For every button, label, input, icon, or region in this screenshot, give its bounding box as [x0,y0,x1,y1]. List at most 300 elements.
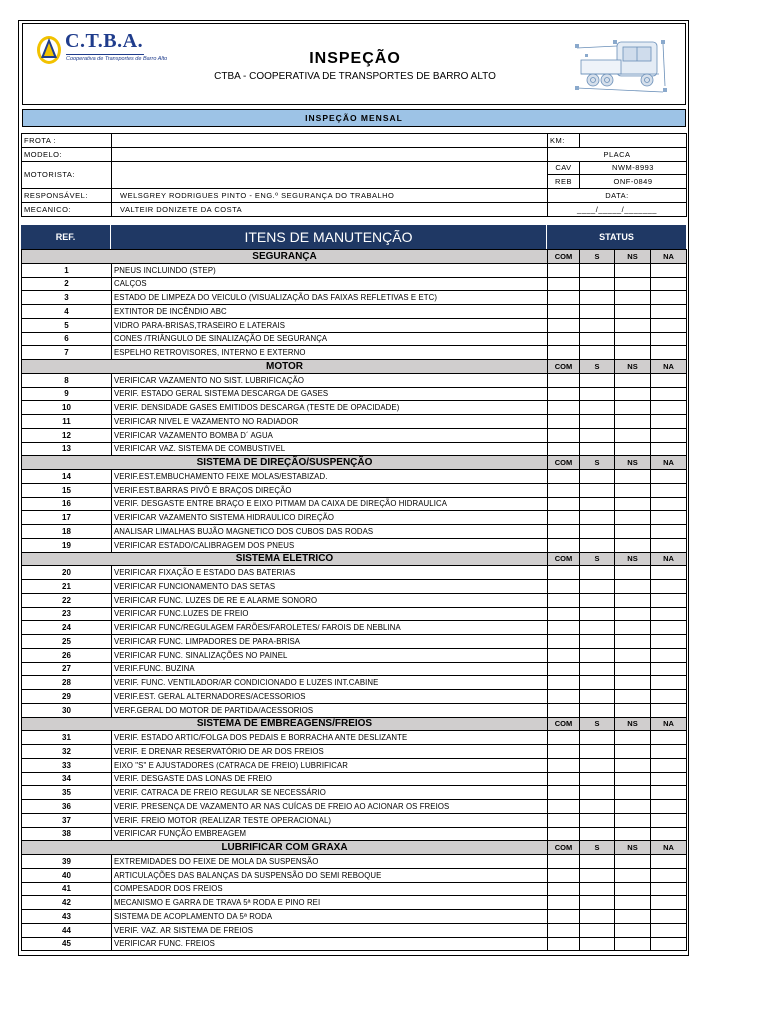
item-ref: 15 [22,483,112,497]
status-cell-ns[interactable] [615,786,651,800]
status-cell-ns[interactable] [615,882,651,896]
item-ref: 36 [22,800,112,814]
status-cell-na[interactable] [651,923,687,937]
status-cell-ns[interactable] [615,800,651,814]
status-cell-na[interactable] [651,318,687,332]
item-ref: 12 [22,428,112,442]
item-description: EXTINTOR DE INCÊNDIO ABC [112,305,548,319]
status-cell-com[interactable] [548,786,580,800]
status-cell-s[interactable] [580,910,615,924]
status-cell-ns[interactable] [615,758,651,772]
status-cell-com[interactable] [548,428,580,442]
table-row [22,635,687,649]
cav-label: CAV [548,161,580,175]
status-col-ns: NS [615,717,651,731]
item-ref: 28 [22,676,112,690]
item-ref: 6 [22,332,112,346]
status-cell-com[interactable] [548,525,580,539]
status-cell-s[interactable] [580,703,615,717]
status-cell-s[interactable] [580,305,615,319]
status-cell-na[interactable] [651,580,687,594]
item-description: VERIFICAR FIXAÇÃO E ESTADO DAS BATERIAS [112,566,548,580]
status-cell-na[interactable] [651,511,687,525]
status-cell-ns[interactable] [615,731,651,745]
status-cell-com[interactable] [548,607,580,621]
status-cell-ns[interactable] [615,401,651,415]
status-cell-com[interactable] [548,635,580,649]
item-ref: 3 [22,291,112,305]
item-ref: 22 [22,593,112,607]
status-col-com: COM [548,841,580,855]
item-ref: 41 [22,882,112,896]
status-cell-ns[interactable] [615,442,651,456]
status-cell-na[interactable] [651,291,687,305]
status-cell-s[interactable] [580,923,615,937]
status-column-header: STATUS [599,232,634,242]
status-cell-com[interactable] [548,827,580,841]
status-cell-com[interactable] [548,346,580,360]
item-ref: 20 [22,566,112,580]
status-cell-com[interactable] [548,263,580,277]
status-cell-s[interactable] [580,868,615,882]
status-cell-s[interactable] [580,621,615,635]
responsavel-value[interactable]: WELSGREY RODRIGUES PINTO - ENG.º SEGURANÇA DO TRABALHO [112,189,548,203]
status-cell-ns[interactable] [615,318,651,332]
status-cell-ns[interactable] [615,580,651,594]
status-cell-com[interactable] [548,648,580,662]
item-description: VERIFICAR FUNCIONAMENTO DAS SETAS [112,580,548,594]
status-cell-ns[interactable] [615,263,651,277]
table-row [22,827,687,841]
status-cell-com[interactable] [548,800,580,814]
status-cell-na[interactable] [651,690,687,704]
item-ref: 7 [22,346,112,360]
status-cell-com[interactable] [548,813,580,827]
status-cell-na[interactable] [651,346,687,360]
status-cell-com[interactable] [548,855,580,869]
document-header [22,23,686,105]
status-cell-ns[interactable] [615,305,651,319]
status-col-na: NA [651,841,687,855]
status-cell-na[interactable] [651,703,687,717]
status-cell-na[interactable] [651,772,687,786]
modelo-field[interactable] [112,147,548,161]
status-cell-na[interactable] [651,662,687,676]
status-cell-s[interactable] [580,277,615,291]
items-table-header [21,225,686,249]
table-row [22,621,687,635]
item-ref: 4 [22,305,112,319]
table-row [22,566,687,580]
table-row [22,937,687,951]
status-col-com: COM [548,456,580,470]
status-cell-na[interactable] [651,648,687,662]
status-cell-ns[interactable] [615,593,651,607]
status-cell-ns[interactable] [615,373,651,387]
status-cell-com[interactable] [548,703,580,717]
status-cell-na[interactable] [651,635,687,649]
status-cell-na[interactable] [651,401,687,415]
status-cell-na[interactable] [651,868,687,882]
status-cell-na[interactable] [651,882,687,896]
status-cell-na[interactable] [651,676,687,690]
item-description: VERIF. E DRENAR RESERVATÓRIO DE AR DOS FREIOS [112,745,548,759]
item-ref: 44 [22,923,112,937]
section-title: SISTEMA ELETRICO [22,552,548,566]
document-subtitle: CTBA - COOPERATIVA DE TRANSPORTES DE BARRO ALTO [214,71,496,82]
section-row [22,456,687,470]
table-row [22,428,687,442]
reb-value[interactable]: ONF-0849 [580,175,687,189]
km-field[interactable] [580,134,687,148]
item-description: ANALISAR LIMALHAS BUJÃO MAGNETICO DOS CUBOS DAS RODAS [112,525,548,539]
status-cell-na[interactable] [651,745,687,759]
status-cell-com[interactable] [548,896,580,910]
status-cell-s[interactable] [580,373,615,387]
status-cell-na[interactable] [651,442,687,456]
status-cell-ns[interactable] [615,662,651,676]
status-cell-s[interactable] [580,635,615,649]
table-row [22,263,687,277]
status-cell-na[interactable] [651,428,687,442]
section-row [22,717,687,731]
item-description: VERIFICAR VAZAMENTO SISTEMA HIDRAULICO DIREÇÃO [112,511,548,525]
status-cell-com[interactable] [548,758,580,772]
motorista-label: MOTORISTA: [22,161,112,189]
table-row [22,923,687,937]
item-description: VERIF. DESGASTE DAS LONAS DE FREIO [112,772,548,786]
status-cell-na[interactable] [651,937,687,951]
status-cell-com[interactable] [548,497,580,511]
item-ref: 9 [22,387,112,401]
status-cell-ns[interactable] [615,525,651,539]
status-cell-ns[interactable] [615,332,651,346]
item-ref: 39 [22,855,112,869]
status-cell-s[interactable] [580,442,615,456]
table-row [22,731,687,745]
status-cell-s[interactable] [580,580,615,594]
status-cell-na[interactable] [651,593,687,607]
status-cell-ns[interactable] [615,937,651,951]
status-col-ns: NS [615,250,651,264]
cav-value[interactable]: NWM-8993 [580,161,687,175]
item-ref: 34 [22,772,112,786]
status-cell-com[interactable] [548,415,580,429]
status-cell-com[interactable] [548,882,580,896]
status-cell-s[interactable] [580,758,615,772]
status-cell-ns[interactable] [615,415,651,429]
item-description: VERIF.EST. GERAL ALTERNADORES/ACESSORIOS [112,690,548,704]
status-cell-na[interactable] [651,538,687,552]
status-cell-com[interactable] [548,566,580,580]
status-cell-na[interactable] [651,731,687,745]
status-cell-com[interactable] [548,868,580,882]
status-cell-ns[interactable] [615,855,651,869]
item-ref: 18 [22,525,112,539]
status-cell-com[interactable] [548,373,580,387]
status-cell-s[interactable] [580,662,615,676]
status-cell-ns[interactable] [615,621,651,635]
status-cell-com[interactable] [548,580,580,594]
status-cell-s[interactable] [580,896,615,910]
status-cell-na[interactable] [651,277,687,291]
table-row [22,855,687,869]
table-row [22,910,687,924]
table-row [22,401,687,415]
status-cell-com[interactable] [548,277,580,291]
status-cell-ns[interactable] [615,277,651,291]
item-ref: 43 [22,910,112,924]
table-row [22,387,687,401]
status-cell-ns[interactable] [615,470,651,484]
status-cell-ns[interactable] [615,813,651,827]
motorista-field[interactable] [112,161,548,189]
status-cell-ns[interactable] [615,511,651,525]
status-cell-s[interactable] [580,745,615,759]
item-description: VERIF. DESGASTE ENTRE BRAÇO E EIXO PITMAM DA CAIXA DE DIREÇÃO HIDRAULICA [112,497,548,511]
item-description: CALÇOS [112,277,548,291]
table-row [22,291,687,305]
status-cell-s[interactable] [580,318,615,332]
status-cell-na[interactable] [651,896,687,910]
truck-illustration-icon [573,36,671,98]
data-label: DATA: [548,189,687,203]
status-cell-ns[interactable] [615,648,651,662]
status-col-ns: NS [615,456,651,470]
status-cell-na[interactable] [651,813,687,827]
table-row [22,786,687,800]
item-description: VERIF. FREIO MOTOR (REALIZAR TESTE OPERACIONAL) [112,813,548,827]
status-cell-s[interactable] [580,428,615,442]
ref-column-header: REF. [21,225,111,249]
status-cell-com[interactable] [548,305,580,319]
status-cell-s[interactable] [580,648,615,662]
status-cell-com[interactable] [548,291,580,305]
status-cell-ns[interactable] [615,538,651,552]
status-cell-s[interactable] [580,855,615,869]
status-cell-com[interactable] [548,538,580,552]
status-cell-s[interactable] [580,937,615,951]
status-cell-ns[interactable] [615,745,651,759]
section-title: MOTOR [22,360,548,374]
info-table [21,133,687,217]
item-ref: 21 [22,580,112,594]
item-description: EXTREMIDADES DO FEIXE DE MOLA DA SUSPENSÃO [112,855,548,869]
status-cell-com[interactable] [548,772,580,786]
table-row [22,305,687,319]
status-cell-com[interactable] [548,442,580,456]
status-cell-na[interactable] [651,566,687,580]
status-cell-s[interactable] [580,470,615,484]
status-col-s: S [580,552,615,566]
status-cell-ns[interactable] [615,387,651,401]
status-cell-s[interactable] [580,401,615,415]
item-ref: 13 [22,442,112,456]
item-description: VERIF. FUNC. VENTILADOR/AR CONDICIONADO E LUZES INT.CABINE [112,676,548,690]
table-row [22,332,687,346]
status-cell-na[interactable] [651,758,687,772]
status-cell-s[interactable] [580,415,615,429]
status-cell-na[interactable] [651,497,687,511]
item-ref: 8 [22,373,112,387]
status-cell-na[interactable] [651,827,687,841]
status-cell-ns[interactable] [615,923,651,937]
status-cell-ns[interactable] [615,827,651,841]
status-cell-s[interactable] [580,346,615,360]
item-description: VERIFICAR VAZAMENTO NO SIST. LUBRIFICAÇÃO [112,373,548,387]
status-cell-ns[interactable] [615,772,651,786]
status-cell-ns[interactable] [615,703,651,717]
status-cell-ns[interactable] [615,566,651,580]
status-cell-com[interactable] [548,318,580,332]
item-description: VERIFICAR FUNC. SINALIZAÇÕES NO PAINEL [112,648,548,662]
status-cell-com[interactable] [548,910,580,924]
status-cell-com[interactable] [548,387,580,401]
status-cell-com[interactable] [548,676,580,690]
status-cell-com[interactable] [548,923,580,937]
status-col-ns: NS [615,841,651,855]
status-cell-com[interactable] [548,690,580,704]
section-title: SEGURANÇA [22,250,548,264]
section-row [22,552,687,566]
status-cell-na[interactable] [651,607,687,621]
status-cell-na[interactable] [651,910,687,924]
status-cell-com[interactable] [548,401,580,415]
status-cell-na[interactable] [651,800,687,814]
table-row [22,758,687,772]
mecanico-label: MECANICO: [22,202,112,216]
status-cell-com[interactable] [548,937,580,951]
status-cell-ns[interactable] [615,607,651,621]
status-cell-s[interactable] [580,786,615,800]
item-ref: 38 [22,827,112,841]
status-cell-s[interactable] [580,291,615,305]
item-description: VERIFICAR ESTADO/CALIBRAGEM DOS PNEUS [112,538,548,552]
logo-subtitle: Cooperativa de Transportes de Barro Alto [66,56,168,62]
status-cell-na[interactable] [651,305,687,319]
item-description: VERIF. DENSIDADE GASES EMITIDOS DESCARGA (TESTE DE OPACIDADE) [112,401,548,415]
item-ref: 2 [22,277,112,291]
km-label: KM: [548,134,580,148]
status-col-na: NA [651,552,687,566]
status-cell-s[interactable] [580,593,615,607]
status-cell-na[interactable] [651,470,687,484]
status-cell-ns[interactable] [615,497,651,511]
status-cell-com[interactable] [548,731,580,745]
item-ref: 10 [22,401,112,415]
items-table [21,249,687,951]
status-col-com: COM [548,717,580,731]
status-cell-ns[interactable] [615,868,651,882]
section-row [22,360,687,374]
status-cell-com[interactable] [548,332,580,346]
status-cell-na[interactable] [651,332,687,346]
status-cell-ns[interactable] [615,676,651,690]
status-col-com: COM [548,250,580,264]
status-cell-ns[interactable] [615,910,651,924]
item-description: VERIFICAR FUNC.LUZES DE FREIO [112,607,548,621]
status-cell-s[interactable] [580,497,615,511]
data-value[interactable]: ____/_____/_______ [548,202,687,216]
item-description: VERIF.EST.EMBUCHAMENTO FEIXE MOLAS/ESTABIZAD. [112,470,548,484]
status-cell-com[interactable] [548,593,580,607]
status-cell-s[interactable] [580,607,615,621]
status-cell-com[interactable] [548,483,580,497]
status-cell-com[interactable] [548,470,580,484]
status-cell-na[interactable] [651,387,687,401]
status-cell-s[interactable] [580,511,615,525]
status-cell-com[interactable] [548,621,580,635]
status-cell-s[interactable] [580,772,615,786]
table-row [22,277,687,291]
mecanico-value[interactable]: VALTEIR DONIZETE DA COSTA [112,202,548,216]
status-cell-s[interactable] [580,538,615,552]
item-description: VERF.GERAL DO MOTOR DE PARTIDA/ACESSORIOS [112,703,548,717]
status-cell-na[interactable] [651,621,687,635]
status-cell-s[interactable] [580,882,615,896]
item-description: VERIF. PRESENÇA DE VAZAMENTO AR NAS CUÍCAS DE FREIO AO ACIONAR OS FREIOS [112,800,548,814]
status-cell-s[interactable] [580,525,615,539]
status-cell-ns[interactable] [615,635,651,649]
item-description: VERIF. VAZ. AR SISTEMA DE FREIOS [112,923,548,937]
table-row [22,415,687,429]
status-cell-s[interactable] [580,690,615,704]
status-cell-na[interactable] [651,415,687,429]
frota-field[interactable] [112,134,548,148]
table-row [22,676,687,690]
status-cell-na[interactable] [651,855,687,869]
status-cell-s[interactable] [580,813,615,827]
table-row [22,703,687,717]
table-row [22,511,687,525]
status-cell-na[interactable] [651,263,687,277]
status-cell-com[interactable] [548,745,580,759]
status-cell-s[interactable] [580,332,615,346]
status-cell-s[interactable] [580,827,615,841]
status-cell-s[interactable] [580,263,615,277]
status-cell-s[interactable] [580,731,615,745]
status-cell-na[interactable] [651,786,687,800]
status-cell-com[interactable] [548,511,580,525]
item-description: PNEUS INCLUINDO (STEP) [112,263,548,277]
status-cell-s[interactable] [580,566,615,580]
status-cell-ns[interactable] [615,346,651,360]
status-cell-na[interactable] [651,483,687,497]
status-cell-s[interactable] [580,800,615,814]
status-cell-com[interactable] [548,662,580,676]
status-cell-s[interactable] [580,387,615,401]
status-cell-s[interactable] [580,676,615,690]
item-description: COMPESADOR DOS FREIOS [112,882,548,896]
item-ref: 14 [22,470,112,484]
item-description: VERIF. CATRACA DE FREIO REGULAR SE NECESSÁRIO [112,786,548,800]
status-cell-na[interactable] [651,373,687,387]
status-cell-ns[interactable] [615,896,651,910]
item-description: VERIFICAR NIVEL E VAZAMENTO NO RADIADOR [112,415,548,429]
status-col-na: NA [651,250,687,264]
logo-text: C.T.B.A. [65,30,144,52]
status-col-ns: NS [615,552,651,566]
status-cell-s[interactable] [580,483,615,497]
modelo-label: MODELO: [22,147,112,161]
status-cell-ns[interactable] [615,428,651,442]
table-row [22,318,687,332]
status-cell-ns[interactable] [615,291,651,305]
status-cell-na[interactable] [651,525,687,539]
status-cell-ns[interactable] [615,690,651,704]
item-ref: 45 [22,937,112,951]
status-cell-ns[interactable] [615,483,651,497]
